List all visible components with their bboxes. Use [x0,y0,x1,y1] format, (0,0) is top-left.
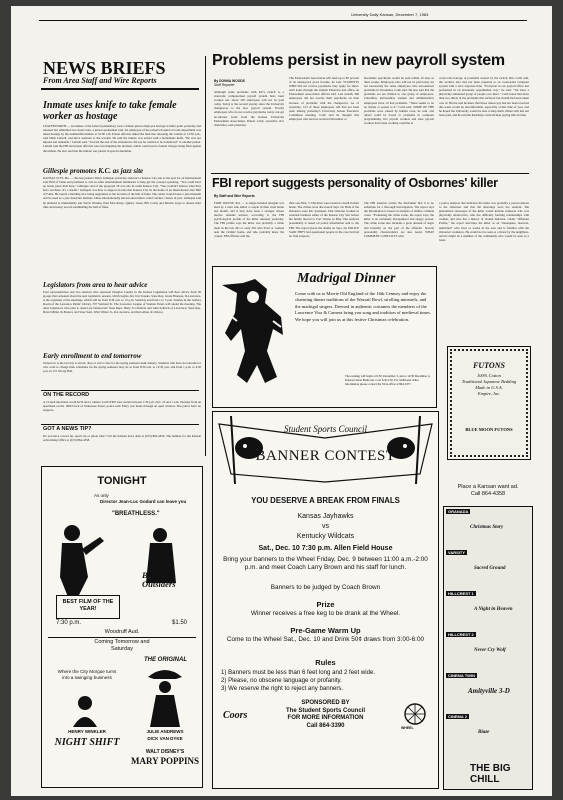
movie-time: 7:30 p.m. [56,620,82,626]
movie-andrews: JULIE ANDREWS [146,729,184,734]
film-amityville: Amityville 3-D [468,687,510,695]
tip-title: GOT A NEWS TIP? [43,426,92,432]
contest-tagline: YOU DESERVE A BREAK FROM FINALS [251,496,400,505]
movie-vandyke: DICK VAN DYKE [147,736,183,741]
anna-karina-photo [52,519,108,599]
movie-tonight: TONIGHT [97,475,147,487]
record-title: ON THE RECORD [43,392,90,398]
theater-listings [443,506,533,790]
banner-contest-ad [212,411,439,789]
movie-original: THE ORIGINAL [144,657,187,663]
inmate-headline: Inmate uses knife to take female worker as hostage [43,100,177,122]
futons-line: Empire, Inc. [477,391,501,396]
cinema-twin-bar: CINEMA TWIN [448,673,475,678]
payroll-rule [211,173,529,174]
coors-logo: Coors [223,710,248,721]
news-briefs-subtitle: From Area Staff and Wire Reports [43,76,157,85]
film-biaze: Biaze [478,730,490,735]
column-divider [205,56,206,456]
want-ad-line2: Call 864-4358 [470,491,506,497]
movie-venue: Woodruff Aud. [104,629,140,635]
wheel-icon [403,702,427,726]
fbi-headline: FBI report suggests personality of Osbornes' killer [212,176,498,190]
payroll-headline: Problems persist in new payroll system [212,52,505,69]
gillespie-headline: Gillespie promotes K.C. as jazz site [43,167,144,175]
contest-vs: vs [322,523,329,530]
film-big-chill: THE BIG CHILL [470,763,511,785]
film-night-in-heaven: A Night in Heaven [474,607,513,612]
hillcrest2-bar: HILLCREST 2 [448,632,474,637]
futons-title: FUTONS [473,361,505,370]
sponsor-line: SPONSORED BY [301,700,350,706]
record-rule [41,390,199,391]
fbi-col-4: a police analysis that indicates the killer was probably a person known to the Osbornes and that the shootings were not random. The generalized stereotype of the killer would include someone who was physically unattractive, who has difficulty forming relationships with women, and who has a history of violent behavior. Under "Offender Profile," the report describes the killer as an "inadequate, insecure, individual" who lives or works in the area and is familiar with the Osbornes' residence. He would not be seen as a threat by the neighbors, and he might be a member of the community who would be seen as a loner. [439,201,529,242]
news-briefs-title: NEWS BRIEFS [43,58,166,78]
jester-illustration [217,273,287,388]
rule-item: 1) Banners must be less than 6 feet long and 2 feet wide. [221,669,376,676]
warmup-heading: Pre-Game Warm Up [290,626,361,635]
rules-list [221,669,436,694]
wheel-logo-text: WHEEL [401,726,414,730]
movie-director: Director Jean-Luc Godard can leave you [100,499,187,504]
gillespie-body: KANSAS CITY, Mo. — Be-bop pioneer Dizzy Gillespie yesterday endorsed a Kansas City site as the spot for an International Jazz Hall of Fame and promised to call on other entertainment luminaries to help get the concept operating. "You could have no better place than here," Gillespie said of the proposed 18 acre site in south Kansas City. "You wouldn't believe what they have out there. It's a dream." Gillespie was here to support an idea that Kansas City be the home of an International Jazz Hall of Fame. He toured a building now being negotiated as the location of the hall of fame. The center would house a jazz museum and be used as a jazz musician institute where internationally known entertainers could conduct classes in jazz. Gillespie said he planned to immediately ask Stevie Wonder, Paul McCartney, Quincy Jones, Bill Cosby and Marvin Gaye to donate their time and money toward establishing the hall of fame. [43,176,201,209]
payroll-byline-role: Staff Reporter [214,83,235,87]
inmate-body: LEAVENWORTH — An inmate at the federal penitentiary took a female prison employee hostage at knife-point yesterday and released her unharmed two hours later, a prison spokesman said. An employee of the prison's hospital records department was taken hostage by the unidentified inmate at 10:30 a.m. Prison officials talked the man into releasing the woman at 12:30 p.m., said Mark Luttrell, executive assistant to the warden. He said the inmate was armed with a homemade knife. "He was not injured and demands," Luttrell said. "Toward the end of the situation he did say he wanted to be transferred" to another prison. Luttrell said the FBI and prison officials were investigating the incident, which could lead to federal charges being filed against the inmate. He also said that the inmate was placed in special detention. [43,124,201,153]
contest-team1: Kansas Jayhawks [297,513,354,520]
futons-line: 100% Cotton [477,373,501,378]
madrigal-ad [212,266,437,408]
theater-varsity [444,548,532,590]
band-of-outsiders: Band of Outsiders [142,570,176,589]
payroll-col-1: Although some problems with KU's switch to a statewide computerized payroll system have been worked out, about 100 employees will not be paid today. Today is the second payday since the University changeover to the new payroll system. Faculty employees who do not receive paychecks today can get no-interest loans from the Kansas University Endowment Association, Robert Cobb, executive vice chancellor, said yesterday. [214,90,284,127]
theater-cinema-2 [444,712,532,754]
theater-cinema-twin [444,671,532,713]
enrollment-body: Tomorrow is the last day to enroll, drop or add a class for the spring semester until January. Students who have not enrolled or who want to change their schedules for the spring semester may do so from 8:30 a.m. to 12:30 p.m. and from 1 p.m. to 4:30 p.m. in 151 Strong Hall. [43,361,201,374]
fbi-col-2: their son, Ben, 3. The three were beaten to death in their home. The crimes were discovered Sept. 24. Both of the Osbornes were KU graduates. Dan Osborne worked as assistant business editor of the Kansas City Star before his family moved to Fort Wayne in May. The analysis presumably is based on police information sent to the FBI. The report places the deaths on Sept. 24. POLICE SAID THEY had questioned people in the case but had no firm suspects. [289,201,359,238]
futons-line: Traditional Japanese Bedding [461,379,517,384]
payroll-col-2: The Endowment Association will lend up to 80 percent of an employee's gross income, he said. STUDENTS WHO DO not receive paychecks may apply for short-term loans through the student Financial Aid office, an Endowment Association official said. Last month, 366 employees did not receive their paychecks on time because of problems with the changeover. As of yesterday, 123 of those employees still had not been paid. During yesterday's University Senate Executive Committee meeting, Cobb said he thought that employees who had not received November or [289,76,359,121]
sponsor-line: The Student Sports Council [286,707,365,714]
tip-body: Do you have a news tip, sports tip or photo idea? Call the Kansan news desk at (913) 864-4810. The number for the Kansan Advertising Office is (913) 864-4358. [43,434,201,443]
movie-disney: WALT DISNEY'S [145,749,185,755]
legislators-body: Four representatives and two senators who represent Douglas County in the Kansas Legislature will hear advice from 30 groups that reckoned about the next legislative session, which begins Jan. 9 in Topeka. State Rep. Jessie Branson, D-Lawrence, is the organizer of the meetings, which will be from 9:30 a.m. to 12 p.m. Saturday and from 1 to 5 p.m. Sunday in the Gallery Room of the Lawrence Public Library, 707 Vermont St. The Lawrence League of Women Voters will attend the meeting. The other legislators who plan to attend are Democratic State Reps. Betty Jo Charlton and John Solbach of Lawrence; State Rep. David Miller, R-Eudora; and State Sens. Wint Winter Jr., R-Lawrence, and Don Allen, R-Ottawa. [43,290,201,315]
movie-price: $1.50 [172,620,188,626]
futons-sub: BLUE MOON FUTONS [465,427,513,432]
fbi-col-1: FORT WAYNE, Ind. — A single-barreled shotgun was used by a man who killed a couple in their rural home last month, and it may have been a stranger whose motive remains unclear, according to the FBI psychological profile of the killer released yesterday. The FBI profile says the killer was probably a white male in his late 20s or early 30s who lived or worked near the victims' home, and who probably knew the couple. FBI officials said the [214,201,284,238]
contest-team2: Kentucky Wildcats [296,533,355,540]
want-ad [443,484,533,498]
rules-heading: Rules [315,658,336,667]
film-sacred-ground: Sacred Ground [474,566,506,571]
theater-big-chill [444,753,532,789]
cinema2-bar: CINEMA 2 [448,714,467,719]
movie-breathless: "BREATHLESS." [112,511,160,517]
enrollment-headline: Early enrollment to end tomorrow [43,352,142,360]
payroll-col-3: December paychecks would be paid within 10 days to three weeks. Employees who will not be paid today are not necessarily the same employees who encountered problems in November, Cobb said. He also said that the problems are not limited to one group of employees. Classified, unclassified, student and administrative employees have all had problems. "There seems to be no rhyme or reason to it," Cobb said. SOME OF THE problems were caused by human error, he said, and others could be traced to problems in computer programming. KU payroll workers and state payroll workers have been working overtime to [364,76,434,126]
prize-text: Winner receives a free keg to be drank at the Wheel. [250,610,401,617]
hillcrest1-bar: HILLCREST 1 [448,591,474,596]
movie-night-shift: NIGHT SHIFT [54,737,120,748]
madrigal-body: Come with us to Merrie Old England of the 16th Century and enjoy the charming dinner traditions of the Wassail Bowl, strolling minstrels, and the madrigal singers. Dressed in authentic costumes the members of the Lawrence Visa & Camera bring you song and tradition of medieval times. We hope you will join us at this festive Christmas celebration. [295,291,431,322]
film-christmas-story: Christmas Story [470,525,504,530]
newspaper-page [11,6,552,796]
record-body: A 15-inch television worth $150 and a camera worth $300 were stolen between 1:30 p.m. Nov. 23 and 1 a.m. Tuesday from an apartment on the 1600 block of Tennessee Street, police said. Entry was made through an open window. The police have no suspects. [43,400,201,413]
fbi-col-3: The FBI analysis carries the disclaimer that it is no substitute for a thorough investigation. The report says the information is based on analysis of similar criminal cases. "Evaluating the crime scene, the report says, the killer is an extremely disorganized and sloppy person. The crime scene also includes a great amount of anger and brutality on the part of the offender. Several personality characteristics are also noted. WHAT COMMENT CONFLICTS with [364,201,434,238]
madrigal-note: The evening will begin at 6:30, December 3, and at 12:30 December 4, Kansas Union Ballroom. Cost is $12.50. For additional ticket information please contact the SUA office at 864-3477. [345,374,431,386]
contest-line2: Banners to be judged by Coach Brown [270,584,381,591]
movie-winkler: HENRY WINKLER [68,729,106,734]
best-film-badge [56,595,120,619]
madrigal-title: Madrigal Dinner [297,271,396,286]
rule-item: 3) We reserve the right to reject any banners. [221,685,344,693]
movie-divider [48,637,196,638]
movie-coming: Coming Tomorrow and Saturday [94,639,150,652]
sponsor-line: Call 864-3390 [306,722,345,729]
tip-rule [41,424,199,425]
contest-line1: Bring your banners to the Wheel Friday, Dec. 9 between 11:00 a.m.-2:00 p.m. and meet Coach Larry Brown and his staff for lunch. [223,556,428,571]
best-film-text: BEST FILM OF THE YEAR! [62,599,114,612]
film-never-cry-wolf: Never Cry Wolf [474,648,506,653]
banner-band: Student Sports Council [284,424,367,434]
header-rule [39,20,527,21]
legislators-headline: Legislators from area to hear advice [43,281,148,289]
movie-only: As only [94,493,109,498]
warmup-text: Come to the Wheel Sat., Dec. 10 and Drink 50¢ draws from 3:00-6:00 [226,636,425,643]
futons-line: Made in U.S.A. [475,385,503,390]
movie-where: Where the City Morgue turns into a swinging business [57,669,117,680]
granada-bar: GRANADA [448,509,469,514]
contest-date: Sat., Dec. 10 7:30 p.m. Allen Field House [258,545,393,552]
fbi-byline: By Staff and Wire Reports [214,194,255,198]
banner-title: BANNER CONTEST [255,448,396,464]
briefs-rule [41,88,199,90]
payroll-col-4: correct the barrage of problems created by the switch. But, Cobb said, the workers also had not been prepared to an overloaded computer system with a slow response time. "Everyone in our payroll office has performed in an absolutely superhuman way," he said. "We have a physically exhausted group of people over there." Cobb noted that more than two-thirds of the problems that surfaced last month had been taken care of. But he said he knew that those whose pay had not been received this week would be uncomfortable, especially at this time of year, and he hoped the University would be able to help them. Others still had not been paid, and he said the hardships could include paying bills in time. [439,76,529,117]
movie-ad [41,466,203,788]
prize-heading: Prize [316,600,335,609]
payroll-byline: By DONNA WOODS [214,79,245,83]
theater-hillcrest-1 [444,589,532,631]
rule-item: 2) Please, no obscene language or profanity. [221,677,342,685]
movie-mary: MARY POPPINS [130,756,200,766]
varsity-bar: VARSITY [448,550,466,555]
want-ad-line1: Place a Kansan want ad. [457,484,519,490]
theater-hillcrest-2 [444,630,532,672]
page-dateline: University Daily Kansan, December 7, 1983 [351,12,429,17]
futons-ad [447,346,531,460]
futons-lines [448,373,530,397]
winkler-photo [70,693,100,727]
mary-poppins-photo [142,667,188,727]
theater-granada [444,507,532,549]
sponsor-line: FOR MORE INFORMATION [287,715,364,721]
